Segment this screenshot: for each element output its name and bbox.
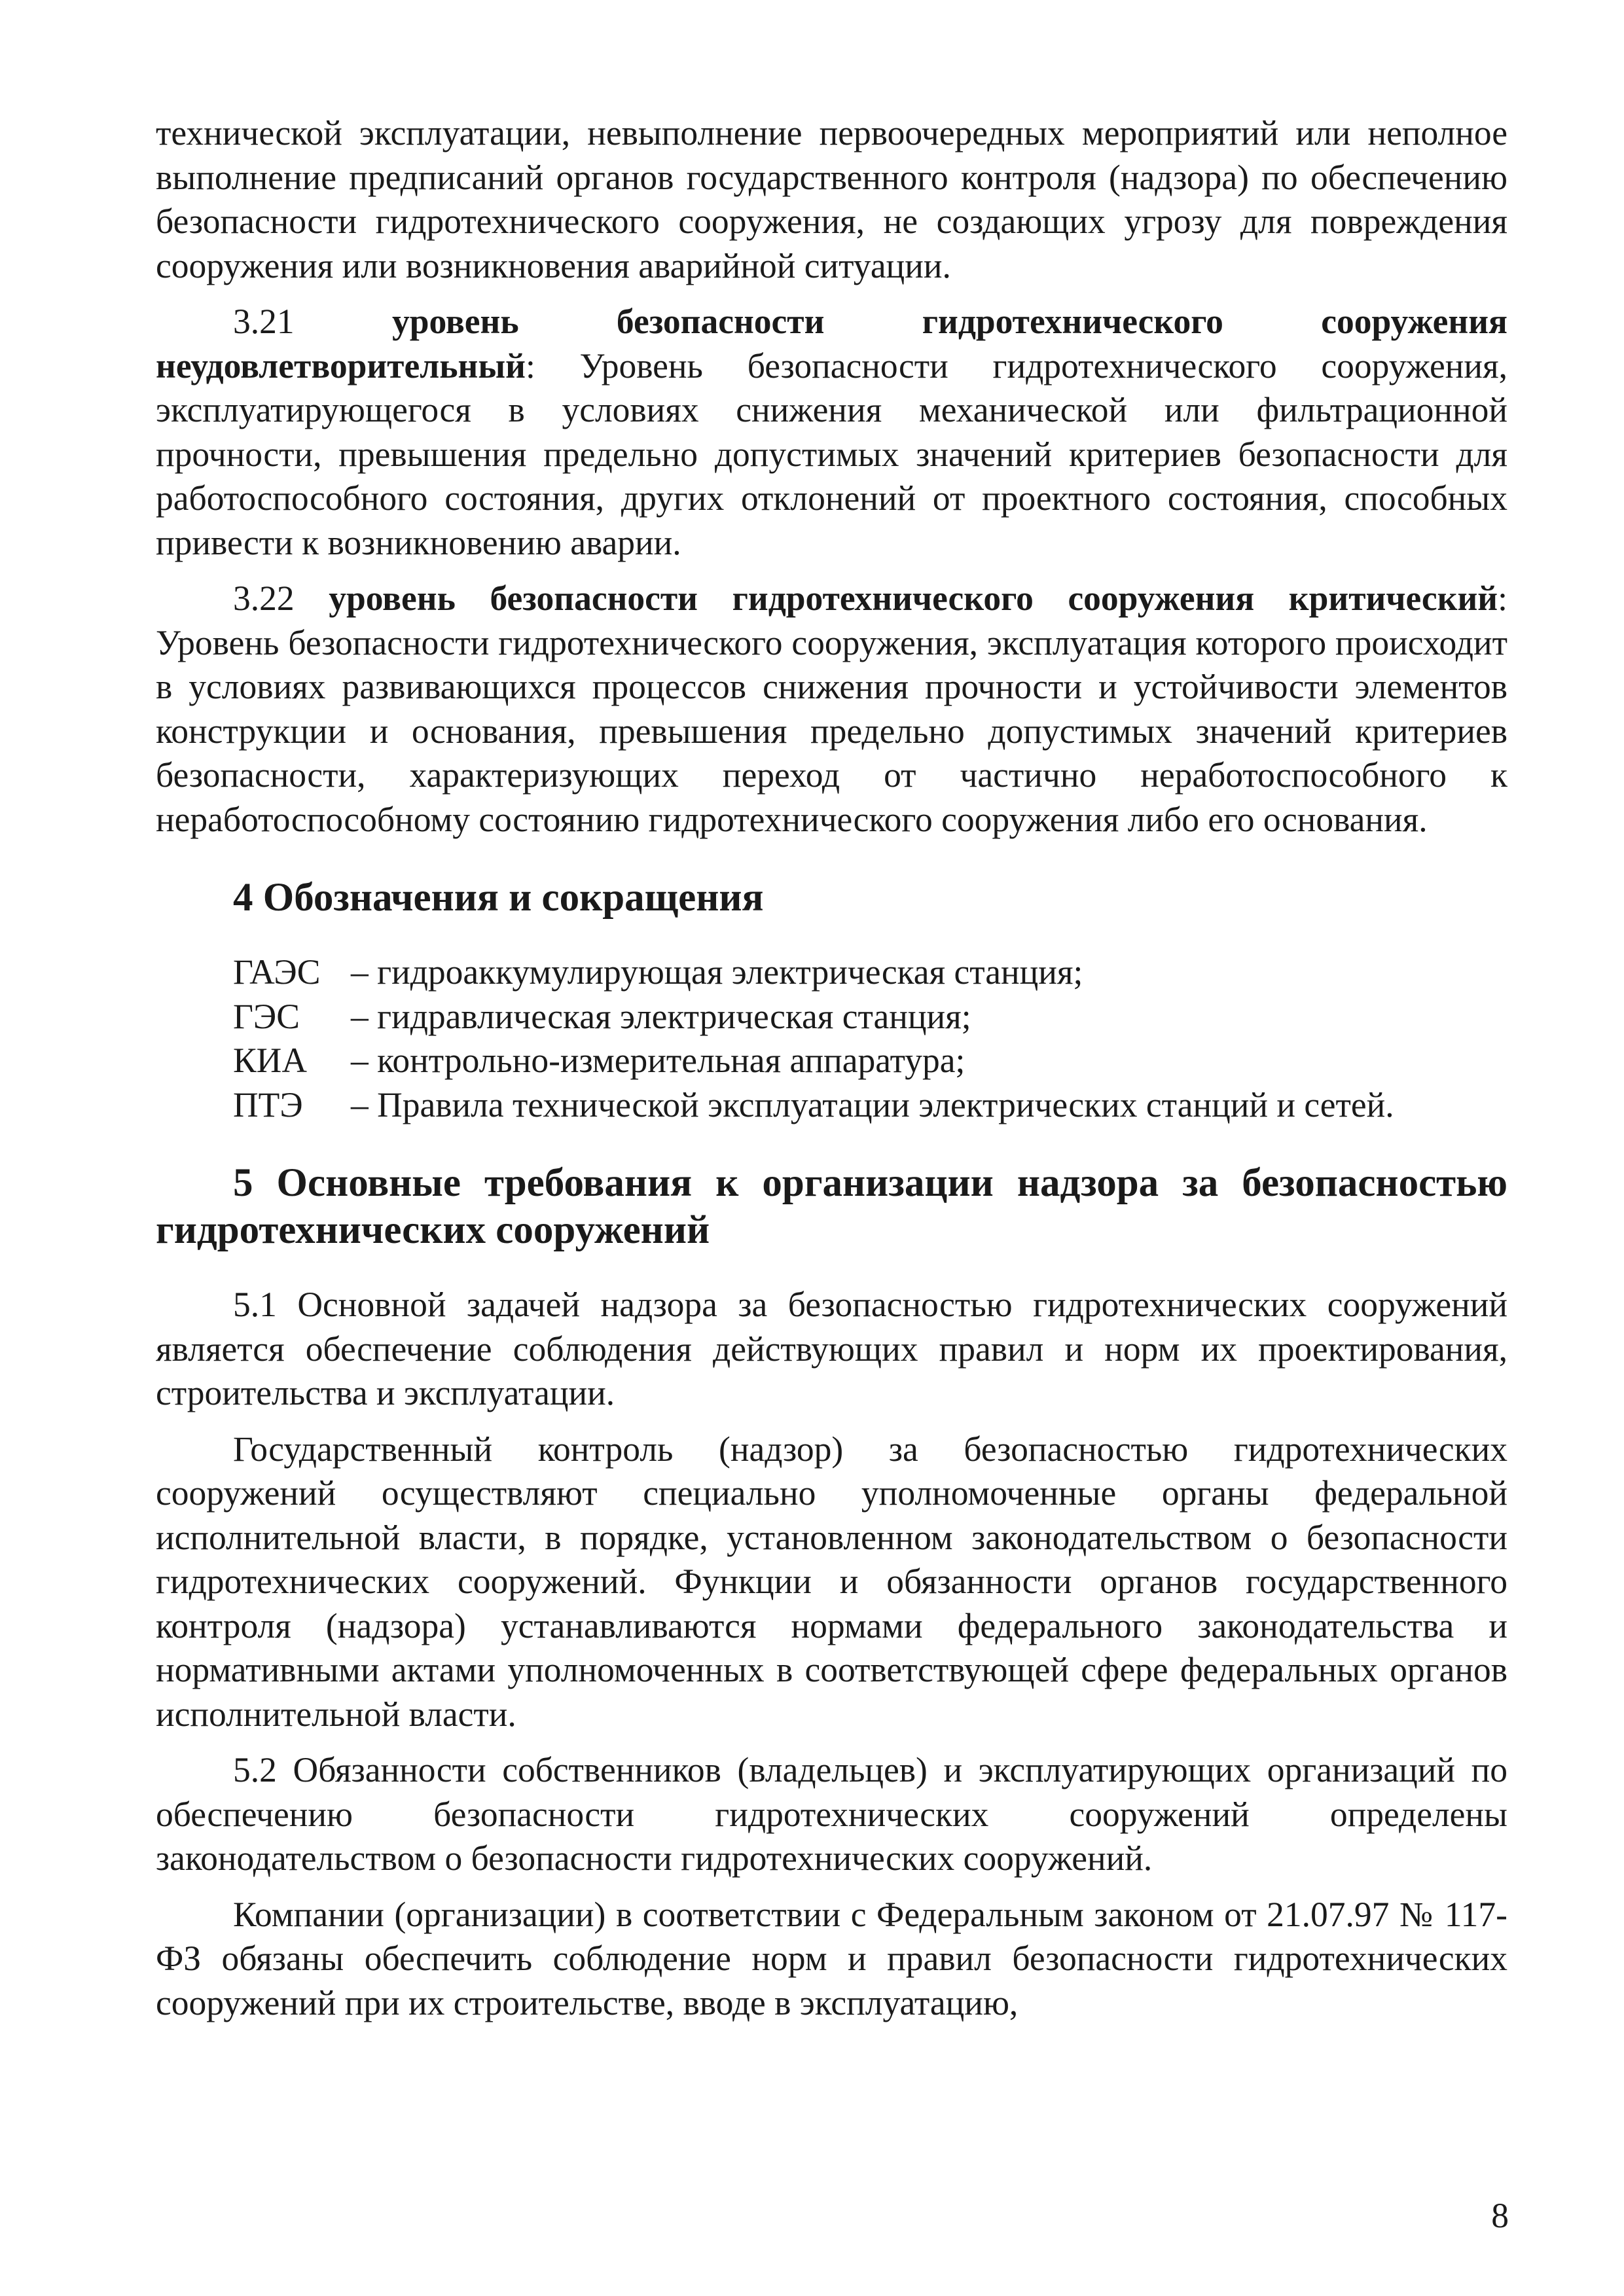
abbreviation-definition: – Правила технической эксплуатации электрических станций и сетей. (351, 1085, 1394, 1124)
page-number: 8 (1491, 2196, 1509, 2235)
abbreviation-list (233, 950, 1507, 1127)
abbreviation-key: ГАЭС (233, 952, 321, 992)
paragraph-state-control: Государственный контроль (надзор) за безопасностью гидротехнических сооружений осуществляют специально уполномоченные органы федеральной исполнительной власти, в порядке, установленном законодательством о безопасности гидротехнических сооружений. Функции и обязанности органов государственного контроля (надзора) устанавливаются нормами федерального законодательства и нормативными актами уполномоченных в соответствующей сфере федеральных органов исполнительной власти. (156, 1429, 1507, 1734)
clause-term: уровень безопасности гидротехнического сооружения неудовлетворительный (156, 302, 1508, 386)
paragraph-companies: Компании (организации) в соответствии с Федеральным законом от 21.07.97 № 117-ФЗ обязаны обеспечить соблюдение норм и правил безопасности гидротехнических сооружений при их строительстве, вводе в эксплуатацию, (156, 1894, 1507, 2022)
clause-3-21 (156, 300, 1507, 565)
abbreviation-item (233, 1083, 1507, 1128)
clause-term: уровень безопасности гидротехнического сооружения критический (329, 579, 1498, 618)
clause-5-1: 5.1 Основной задачей надзора за безопасностью гидротехнических сооружений является обеспечение соблюдения действующих правил и норм их проектирования, строительства и эксплуатации. (156, 1285, 1507, 1412)
clause-5-2: 5.2 Обязанности собственников (владельцев) и эксплуатирующих организаций по обеспечению безопасности гидротехнических сооружений определены законодательством о безопасности гидротехнических сооружений. (156, 1750, 1507, 1878)
continued-paragraph: технической эксплуатации, невыполнение первоочередных мероприятий или неполное выполнение предписаний органов государственного контроля (надзора) по обеспечению безопасности гидротехнического сооружения, не создающих угрозу для повреждения сооружения или возникновения аварийной ситуации. (156, 113, 1507, 285)
abbreviation-item (233, 995, 1507, 1039)
clause-definition: : Уровень безопасности гидротехнического сооружения, эксплуатирующегося в условиях снижения механической или фильтрационной прочности, превышения предельно допустимых значений критериев безопасности для работоспособного состояния, других отклонений от проектного состояния, способных привести к возникновению аварии. (156, 346, 1507, 562)
abbreviation-definition: – контрольно-измерительная аппаратура; (351, 1041, 965, 1080)
page-body (156, 111, 1507, 2037)
clause-number: 3.21 (233, 302, 295, 341)
abbreviation-key: ГЭС (233, 996, 300, 1036)
abbreviation-definition: – гидравлическая электрическая станция; (351, 996, 971, 1036)
section-5-heading: 5 Основные требования к организации надзора за безопасностью гидротехнических сооружений (156, 1161, 1507, 1252)
clause-definition: : Уровень безопасности гидротехнического сооружения, эксплуатация которого происходит в условиях развивающихся процессов снижения прочности и устойчивости элементов конструкции и основания, превышения предельно допустимых значений критериев безопасности, характеризующих переход от частично неработоспособного к неработоспособному состоянию гидротехнического сооружения либо его основания. (156, 579, 1507, 839)
clause-number: 3.22 (233, 579, 295, 618)
clause-3-22 (156, 577, 1507, 842)
abbreviation-item (233, 1039, 1507, 1083)
abbreviation-item (233, 950, 1507, 995)
section-4-heading: 4 Обозначения и сокращения (233, 876, 764, 920)
abbreviation-definition: – гидроаккумулирующая электрическая станция; (351, 952, 1083, 992)
abbreviation-key: ПТЭ (233, 1085, 303, 1124)
abbreviation-key: КИА (233, 1041, 307, 1080)
